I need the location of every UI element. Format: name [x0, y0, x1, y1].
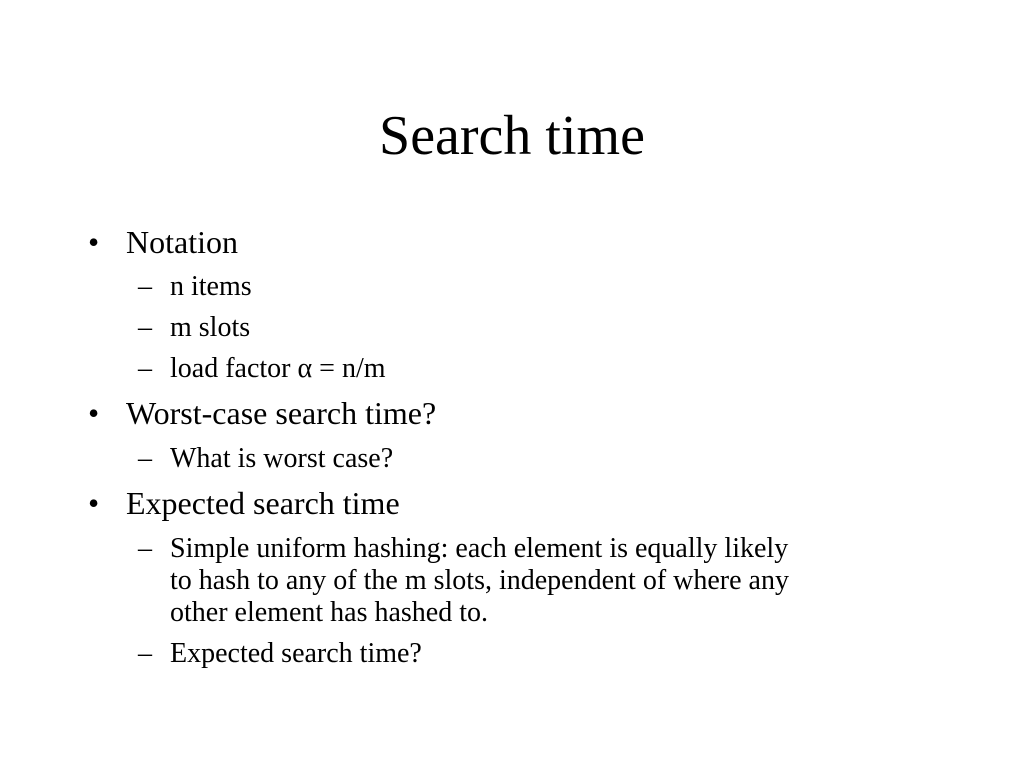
sub-bullet-text: n items	[170, 271, 252, 302]
bullet-text: Expected search time	[126, 485, 400, 521]
dash-marker: –	[138, 533, 152, 564]
dash-marker: –	[138, 638, 152, 669]
slide-title: Search time	[379, 105, 645, 167]
sub-bullet-text: What is worst case?	[170, 443, 394, 474]
sub-bullet-text: load factor α = n/m	[170, 353, 386, 384]
dash-marker: –	[138, 443, 152, 474]
bullet-marker: •	[88, 395, 100, 431]
bullet-marker: •	[88, 224, 100, 260]
sub-bullet-text-line: Simple uniform hashing: each element is equally likely	[170, 533, 789, 564]
sub-bullet-text: m slots	[170, 312, 251, 343]
bullet-text: Worst-case search time?	[126, 395, 437, 431]
bullet-text: Notation	[126, 224, 238, 260]
dash-marker: –	[138, 271, 152, 302]
sub-bullet-text-line: other element has hashed to.	[170, 597, 489, 628]
sub-bullet-text: Expected search time?	[170, 638, 422, 669]
dash-marker: –	[138, 353, 152, 384]
sub-bullet-text-line: to hash to any of the m slots, independent of where any	[170, 565, 789, 596]
bullet-marker: •	[88, 485, 100, 521]
dash-marker: –	[138, 312, 152, 343]
